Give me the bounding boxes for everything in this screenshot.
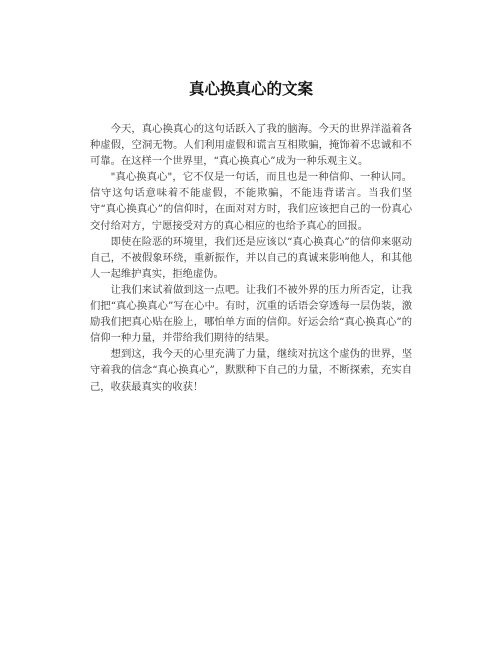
document-body — [90, 121, 412, 395]
paragraph-5: 想到这，我今天的心里充满了力量，继续对抗这个虚伪的世界，坚守着我的信念“真心换真心”，默默种下自己的力量，不断探索，充实自己，收获最真实的收获！ — [90, 348, 412, 393]
paragraph-1: 今天，真心换真心的这句话跃入了我的脑海。今天的世界洋溢着各种虚假，空洞无物。人们利用虚假和谎言互相欺骗，掩饰着不忠诚和不可靠。在这样一个世界里，“真心换真心”成为一种乐观主义。 — [90, 123, 412, 168]
paragraph-3: 即使在险恶的环境里，我们还是应该以“真心换真心”的信仰来驱动自己，不被假象环绕，重新振作，并以自己的真诚来影响他人，和其他人一起维护真实，拒绝虚伪。 — [90, 235, 412, 280]
paragraph-2: "真心换真心"，它不仅是一句话，而且也是一种信仰、一种认同。信守这句话意味着不能虚假，不能欺骗，不能违背诺言。当我们坚守“真心换真心”的信仰时，在面对对方时，我们应该把自己的一份真心交付给对方，宁愿接受对方的真心相应的也给予真心的回报。 — [90, 171, 412, 232]
document-title: 真心换真心的文案 — [188, 80, 313, 98]
paragraph-4: 让我们来试着做到这一点吧。让我们不被外界的压力所否定，让我们把“真心换真心”写在心中。有时，沉重的话语会穿透每一层伪装，激励我们把真心贴在脸上，哪怕单方面的信仰。好运会给“真心换真心”的信仰一种力量，并带给我们期待的结果。 — [90, 283, 412, 345]
